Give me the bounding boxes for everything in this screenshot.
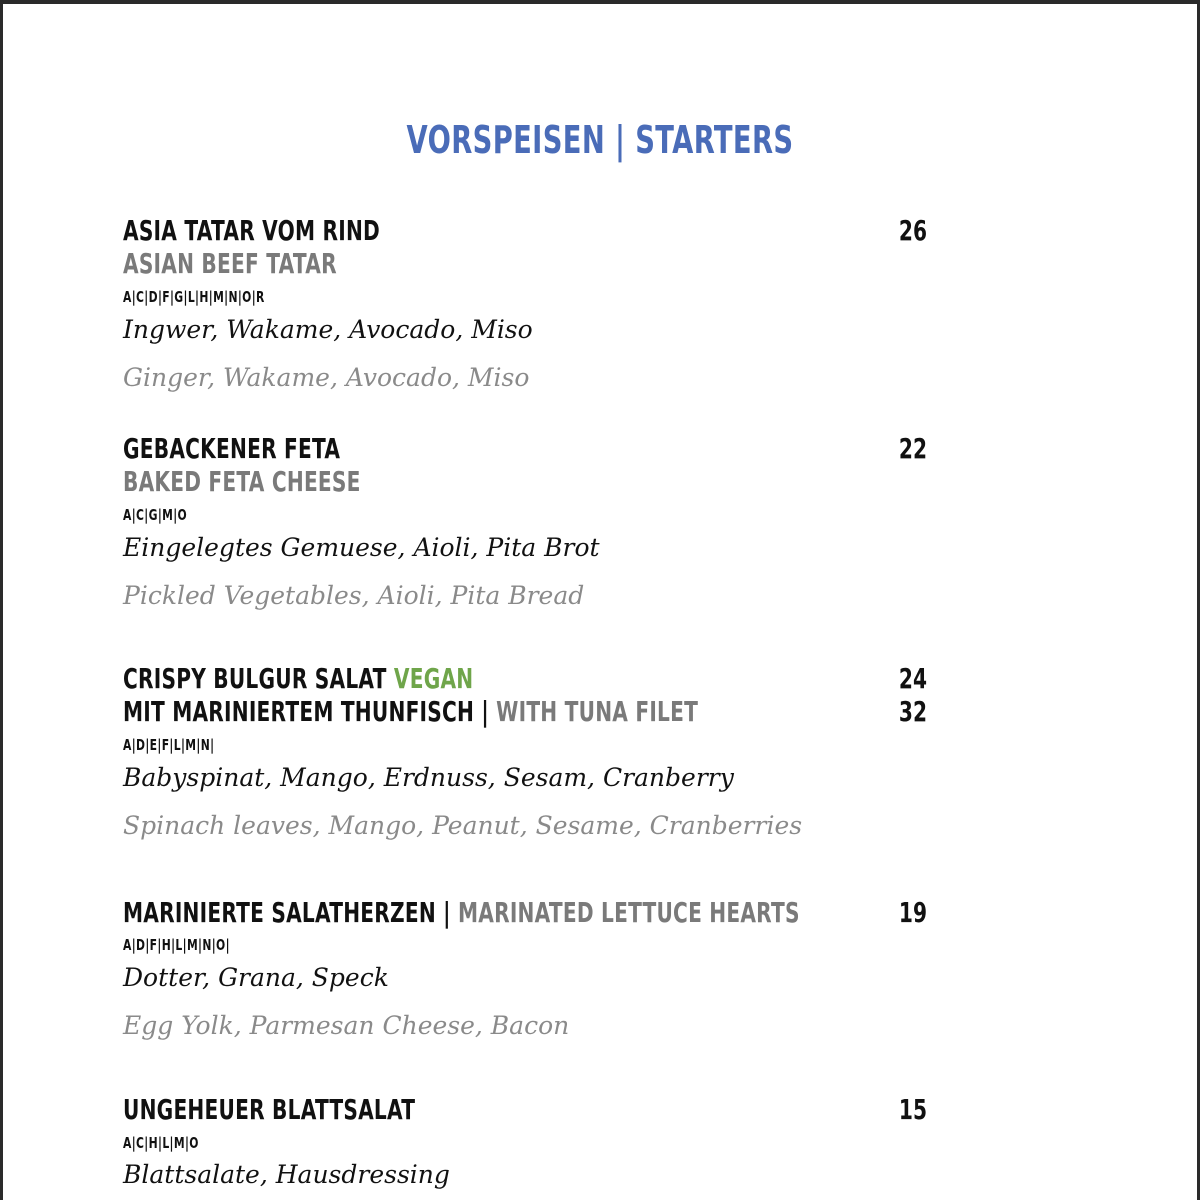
dish-description-de: Babyspinat, Mango, Erdnuss, Sesam, Cranberry xyxy=(123,763,734,792)
dish-name-en: ASIAN BEEF TATAR xyxy=(123,247,337,280)
dish-price: 15 xyxy=(898,1093,927,1126)
dish-name-en: MARINATED LETTUCE HEARTS xyxy=(457,896,800,929)
dish-description-de: Ingwer, Wakame, Avocado, Miso xyxy=(123,315,533,344)
section-title: VORSPEISEN | STARTERS xyxy=(406,118,794,162)
allergen-codes: A|D|E|F|L|M|N| xyxy=(123,736,215,754)
dish-price-with-tuna: 32 xyxy=(898,695,927,728)
allergen-codes: A|C|G|M|O xyxy=(123,506,188,524)
dish-name-de: ASIA TATAR VOM RIND xyxy=(123,214,381,247)
dish-description-en: Pickled Vegetables, Aioli, Pita Bread xyxy=(123,581,585,610)
dish-name-de: UNGEHEUER BLATTSALAT xyxy=(123,1093,416,1126)
dish-subtitle-de: MIT MARINIERTEM THUNFISCH | xyxy=(123,695,489,728)
vegan-label: VEGAN xyxy=(393,662,474,695)
dish-subtitle-en: WITH TUNA FILET xyxy=(496,695,699,728)
dish-description-de: Blattsalate, Hausdressing xyxy=(123,1160,450,1189)
dish-description-en: Egg Yolk, Parmesan Cheese, Bacon xyxy=(123,1011,570,1040)
dish-description-en: Ginger, Wakame, Avocado, Miso xyxy=(123,363,530,392)
dish-description-de: Dotter, Grana, Speck xyxy=(123,963,389,992)
dish-price: 26 xyxy=(898,214,927,247)
dish-name-de: GEBACKENER FETA xyxy=(123,432,341,465)
dish-price: 22 xyxy=(898,432,927,465)
dish-name-de-text: CRISPY BULGUR SALAT xyxy=(123,662,387,695)
dish-description-de: Eingelegtes Gemuese, Aioli, Pita Brot xyxy=(123,533,600,562)
allergen-codes: A|C|D|F|G|L|H|M|N|O|R xyxy=(123,288,265,306)
dish-subtitle xyxy=(123,697,698,728)
dish-name-de xyxy=(123,664,473,695)
dish-price: 24 xyxy=(898,662,927,695)
dish-price: 19 xyxy=(898,896,927,929)
allergen-codes: A|C|H|L|M|O xyxy=(123,1134,199,1152)
dish-name-de: MARINIERTE SALATHERZEN | xyxy=(123,896,451,929)
dish-name-en: BAKED FETA CHEESE xyxy=(123,465,361,498)
dish-description-en: Spinach leaves, Mango, Peanut, Sesame, Cranberries xyxy=(123,811,803,840)
dish-name xyxy=(123,898,800,929)
allergen-codes: A|D|F|H|L|M|N|O| xyxy=(123,936,230,954)
